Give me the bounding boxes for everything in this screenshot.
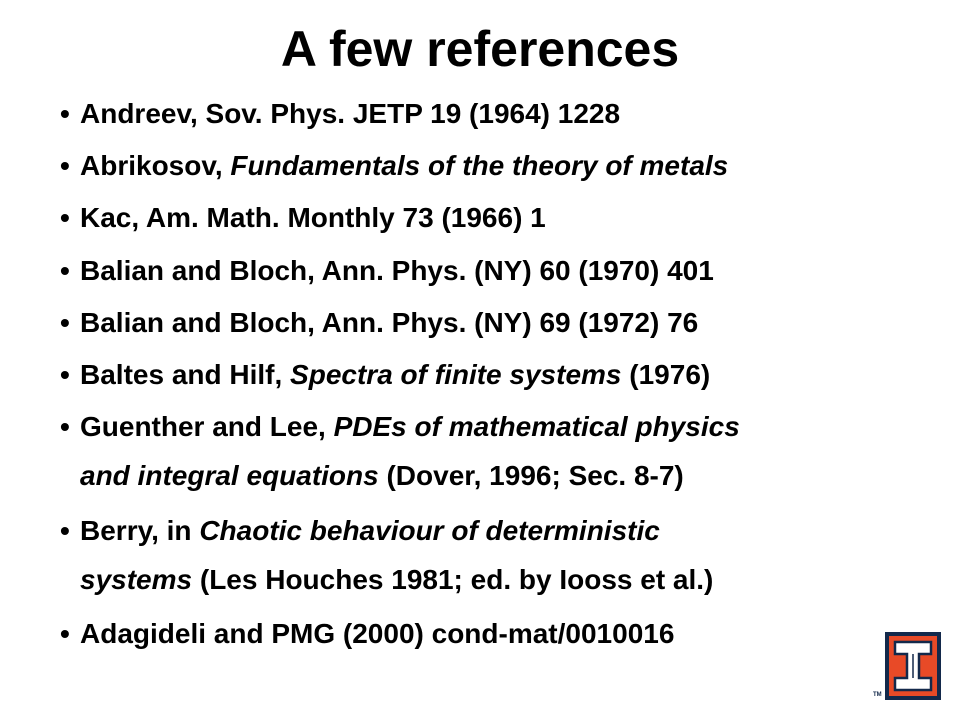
bullet-icon: • (60, 150, 70, 181)
bullet-icon: • (60, 618, 70, 649)
reference-item (60, 305, 940, 340)
bullet-icon: • (60, 359, 70, 390)
reference-text: Guenther and Lee, (80, 411, 334, 442)
reference-text: Kac, Am. Math. Monthly 73 (1966) 1 (80, 202, 546, 233)
reference-item (60, 200, 940, 235)
reference-italic-text: Fundamentals of the theory of metals (230, 150, 729, 181)
reference-text: Baltes and Hilf, (80, 359, 291, 390)
reference-text: Adagideli and PMG (2000) cond-mat/0010016 (80, 618, 675, 649)
reference-text: Berry, in (80, 515, 200, 546)
reference-line (80, 148, 940, 183)
illinois-block-i-logo (873, 630, 943, 702)
reference-italic-text: PDEs of mathematical physics (333, 411, 740, 442)
reference-line (80, 513, 940, 548)
reference-italic-text: Spectra of finite systems (290, 359, 622, 390)
reference-item (60, 96, 940, 131)
reference-italic-text: Chaotic behaviour of deterministic (199, 515, 660, 546)
reference-line (80, 253, 940, 288)
reference-line (80, 409, 940, 444)
reference-line (80, 458, 940, 493)
reference-line (80, 305, 940, 340)
reference-item (60, 513, 940, 597)
bullet-icon: • (60, 255, 70, 286)
reference-text: Andreev, Sov. Phys. JETP 19 (1964) 1228 (80, 98, 621, 129)
bullet-icon: • (60, 98, 70, 129)
reference-item (60, 253, 940, 288)
bullet-icon: • (60, 307, 70, 338)
reference-italic-text: and integral equations (80, 460, 379, 491)
bullet-icon: • (60, 202, 70, 233)
reference-text: Balian and Bloch, Ann. Phys. (NY) 69 (1972) 76 (80, 307, 699, 338)
reference-italic-text: systems (80, 564, 193, 595)
reference-item (60, 616, 940, 651)
reference-text: Balian and Bloch, Ann. Phys. (NY) 60 (1970) 401 (80, 255, 714, 286)
bullet-icon: • (60, 515, 70, 546)
slide-title: A few references (280, 21, 680, 77)
reference-text: (Les Houches 1981; ed. by Iooss et al.) (192, 564, 714, 595)
reference-text: (Dover, 1996; Sec. 8-7) (378, 460, 684, 491)
reference-item (60, 357, 940, 392)
reference-text: (1976) (621, 359, 711, 390)
logo-tm: TM (873, 692, 882, 698)
reference-item (60, 148, 940, 183)
reference-line (80, 200, 940, 235)
bullet-icon: • (60, 411, 70, 442)
reference-text: Abrikosov, (80, 150, 231, 181)
reference-line (80, 357, 940, 392)
reference-line (80, 562, 940, 597)
reference-line (80, 96, 940, 131)
reference-item (60, 409, 940, 493)
reference-line (80, 616, 940, 651)
